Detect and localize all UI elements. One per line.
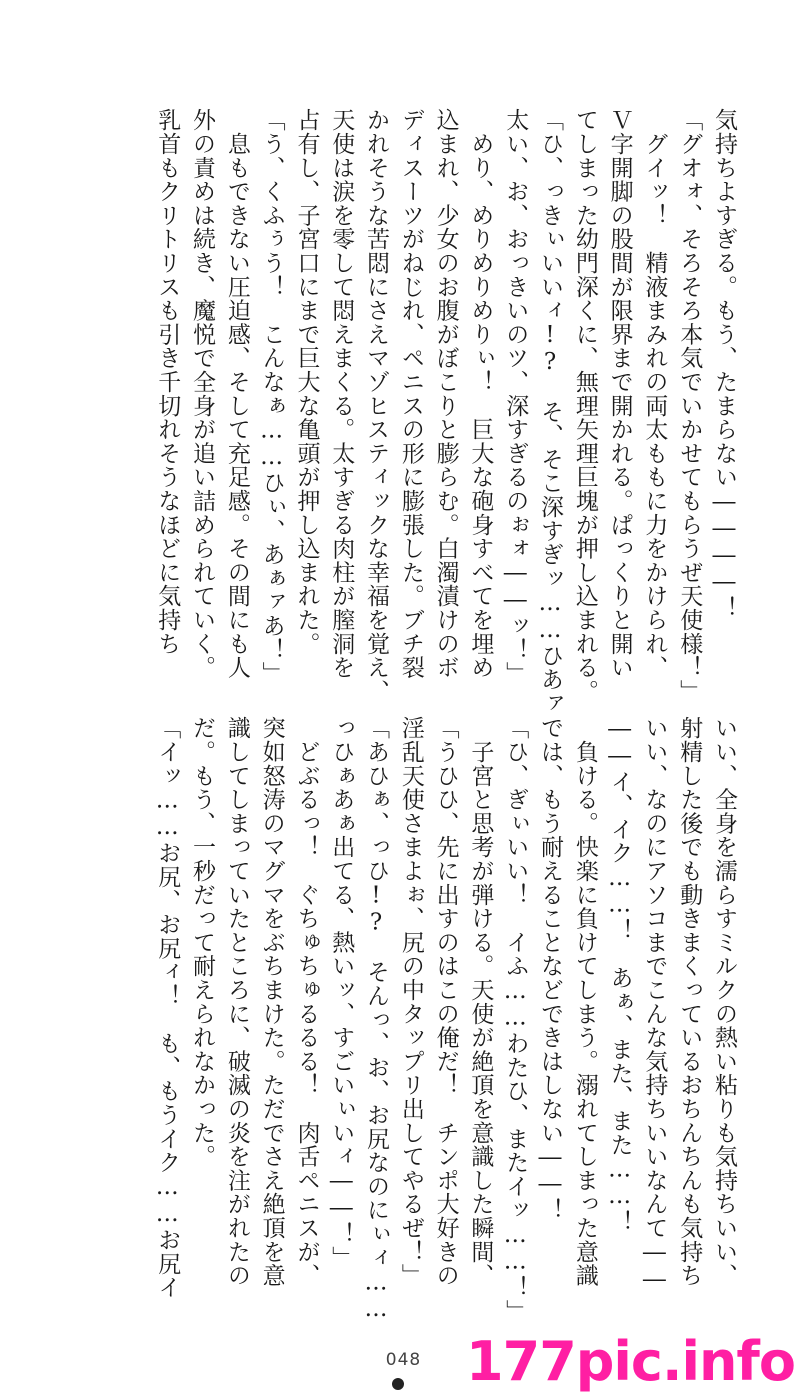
lower-text-column: 淫乱天使さまよぉ、尻の中タップリ出してやるぜ！」 (397, 716, 424, 1288)
lower-text-column: 「うひひ、先に出すのはこの俺だ！ チンポ大好きの (432, 716, 459, 1288)
upper-text-column: 占有し、子宮口にまで巨大な亀頭が押し込まれた。 (293, 108, 320, 656)
lower-text-column: どぶるっ！ ぐちゅちゅるるる！ 肉舌ペニスが、 (293, 716, 320, 1288)
watermark-text: 177pic.info (466, 1330, 795, 1393)
upper-text-column: 気持ちよすぎる。もう、たまらない――――！ (711, 108, 737, 620)
lower-text-column: では、もう耐えることなどできはしない――！ (537, 716, 564, 1222)
text-block-upper (81, 108, 741, 715)
upper-text-column: 外の責めは続き、魔悦で全身が追い詰められていく。 (189, 108, 216, 680)
upper-text-column: 「グオォ、そろそろ本気でいかせてもらうぜ天使様！」 (676, 108, 703, 703)
lower-text-column: 「あひぁ、っひ!? そんっ、お、お尻なのにぃィ…… (363, 716, 390, 1323)
lower-text-column: 識してしまっていたところに、破滅の炎を注がれたの (223, 716, 250, 1288)
upper-text-column: 「ひ、っきぃいいィ!? そ、そこ深すぎッ……ひあァ (537, 108, 564, 715)
upper-text-column: グイッ！ 精液まみれの両太ももに力をかけられ、 (641, 108, 668, 680)
page-marker-dot (392, 1378, 404, 1390)
lower-text-column: 「イッ……お尻、お尻ィ！ も、もうイク……お尻イ (154, 716, 181, 1300)
page-number: 048 (385, 1350, 422, 1370)
upper-text-column: 天使は涙を零して悶えまくる。太すぎる肉柱が膣洞を (328, 108, 355, 680)
lower-text-column: いい、全身を濡らすミルクの熱い粘りも気持ちいい、 (711, 716, 737, 1288)
lower-text-column: ――イ、イク……！ あぁ、また、また……！ (606, 716, 633, 1234)
upper-text-column: 息もできない圧迫感、そして充足感。その間にも人 (223, 108, 250, 680)
upper-text-column: 太い、お、おっきいのツ、深すぎるのぉォ――ッ！」 (502, 108, 529, 686)
upper-text-column: てしまった幼門深くに、無理矢理巨塊が押し込まれる。 (571, 108, 598, 703)
lower-text-column: 突如怒涛のマグマをぶちまけた。ただでさえ絶頂を意 (258, 716, 285, 1288)
text-block-lower (81, 716, 741, 1323)
lower-text-column: 「ひ、ぎぃいい！ イふ……わたひ、またイッ……！」 (502, 716, 529, 1323)
lower-text-column: 子宮と思考が弾ける。天使が絶頂を意識した瞬間、 (467, 716, 494, 1288)
upper-text-column: 込まれ、少女のお腹がぼこりと膨らむ。白濁漬けのボ (432, 108, 459, 680)
lower-text-column: っひぁあぁ出てる、熱いッ、すごいぃいィ――！」 (328, 716, 355, 1270)
lower-text-column: だ。もう、一秒だって耐えられなかった。 (189, 716, 216, 1169)
lower-text-column: 負ける。快楽に負けてしまう。溺れてしまった意識 (571, 716, 598, 1288)
upper-text-column: かれそうな苦悶にさえマゾヒスティックな幸福を覚え、 (363, 108, 390, 703)
upper-text-column: めり、めりめりめりぃ！ 巨大な砲身すべてを埋め (467, 108, 494, 680)
upper-text-column: Ｖ字開脚の股間が限界まで開かれる。ぱっくりと開い (606, 108, 633, 680)
upper-text-column: 乳首もクリトリスも引き千切れそうなほどに気持ち (154, 108, 181, 656)
lower-text-column: いい、なのにアソコまでこんな気持ちいいなんて―― (641, 716, 668, 1294)
lower-text-column: 射精した後でも動きまくっているおちんちんも気持ち (676, 716, 703, 1288)
upper-text-column: 「う、くふぅう！ こんなぁ……ひぃ、あぁァあ！」 (258, 108, 285, 686)
upper-text-column: ディスーツがねじれ、ペニスの形に膨張した。ブチ裂 (397, 108, 424, 680)
